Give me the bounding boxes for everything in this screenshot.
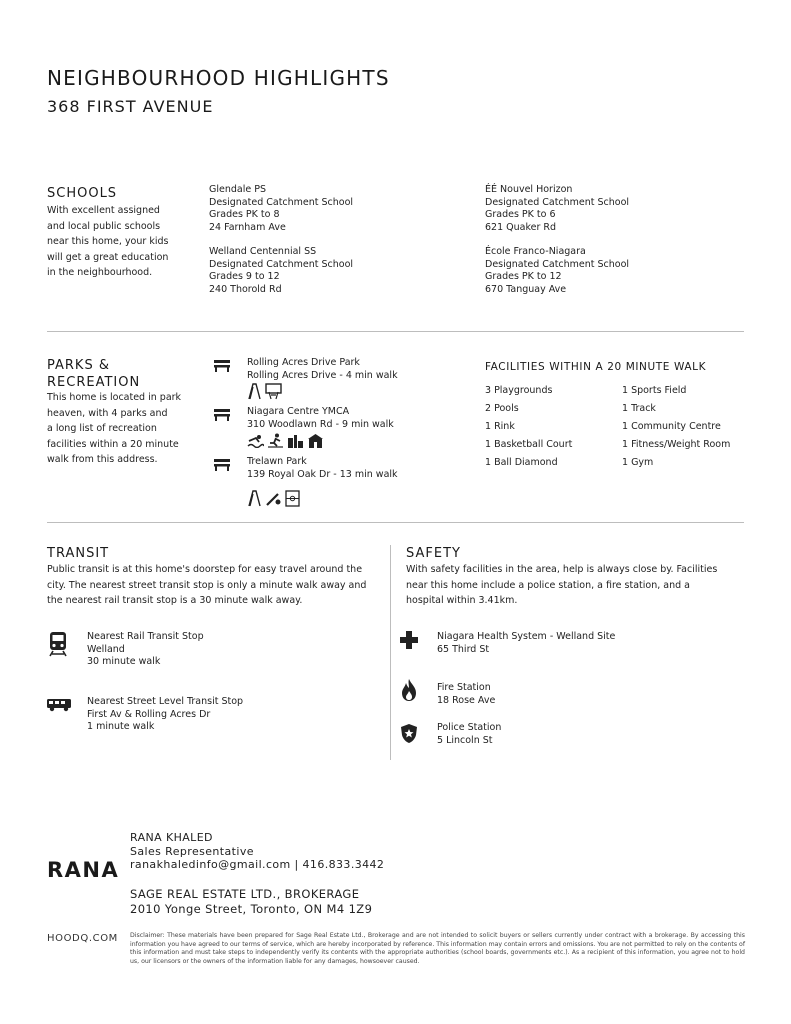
school-grades: Grades PK to 6: [485, 209, 556, 220]
school-name: Welland Centennial SS: [209, 246, 317, 257]
school-address: 621 Quaker Rd: [485, 221, 557, 233]
safety-item: [437, 682, 495, 707]
safety-item-line: 5 Lincoln St: [437, 734, 493, 746]
hospital-cross-icon: [400, 631, 418, 653]
playground-slide-icon: [247, 383, 262, 400]
brokerage-name: SAGE REAL ESTATE LTD., BROKERAGE: [130, 887, 360, 901]
safety-item-line: Police Station: [437, 722, 502, 733]
transit-item-line: 1 minute walk: [87, 721, 155, 732]
swimming-icon: [247, 433, 264, 448]
school-grades: Grades PK to 8: [209, 209, 280, 220]
school-type: Designated Catchment School: [485, 258, 630, 270]
brokerage-info: [130, 887, 372, 917]
facility-item: 1 Basketball Court: [485, 439, 573, 450]
safety-item-line: Fire Station: [437, 682, 491, 693]
fitness-icon: [287, 433, 304, 448]
park-bench-icon: [213, 358, 231, 377]
section-divider: [47, 331, 744, 332]
description-line: walk from this address.: [47, 454, 158, 465]
park-name: Rolling Acres Drive Park: [247, 357, 360, 368]
parks-heading: [47, 357, 140, 391]
facilities-heading: FACILITIES WITHIN A 20 MINUTE WALK: [485, 361, 707, 373]
transit-item-line: Nearest Street Level Transit Stop: [87, 696, 244, 707]
sports-field-icon: [285, 490, 300, 507]
school-address: 24 Farnham Ave: [209, 221, 286, 233]
safety-description: [406, 562, 746, 609]
section-divider: [47, 522, 744, 523]
school-name: École Franco-Niagara: [485, 246, 586, 257]
fire-icon: [401, 678, 417, 706]
description-line: hospital within 3.41km.: [406, 595, 518, 606]
agent-logo: RANA: [47, 858, 120, 882]
park-amenities: [247, 490, 300, 507]
school-grades: Grades 9 to 12: [209, 271, 280, 282]
safety-item-line: 65 Third St: [437, 643, 490, 655]
train-icon: [48, 631, 68, 661]
facility-item: 1 Rink: [485, 421, 515, 432]
transit-item: [87, 631, 204, 669]
park-name: Niagara Centre YMCA: [247, 406, 350, 417]
agent-name: RANA KHALED: [130, 831, 213, 844]
page-title: NEIGHBOURHOOD HIGHLIGHTS: [47, 66, 390, 90]
description-line: city. The nearest street transit stop is only a minute walk away and: [47, 579, 367, 591]
facility-item: 1 Ball Diamond: [485, 457, 558, 468]
park-name: Trelawn Park: [247, 456, 307, 467]
disclaimer-text: Disclaimer: These materials have been prepared for Sage Real Estate Ltd., Brokerage and are not intended to solicit buyers or sellers currently under contract with a brokerage. By accessing this information you have agreed to our terms of service, which are hereby incorporated by reference. This information may contain errors and omissions. You are not permitted to rely on the contents of this information and must take steps to independently verify its contents with the appropriate authorities (school boards, governments etc.). As a recipient of this information, you agree not to hold us, our licensors or the owners of the information liable for any damages, howsoever caused.: [130, 932, 745, 965]
description-line: a long list of recreation: [47, 423, 157, 434]
transit-heading: TRANSIT: [47, 546, 110, 561]
description-line: near this home include a police station, a fire station, and a: [406, 579, 690, 591]
transit-description: [47, 562, 387, 609]
school-type: Designated Catchment School: [209, 196, 354, 208]
school-entry: [485, 184, 629, 234]
park-entry: [247, 456, 398, 481]
description-line: facilities within a 20 minute: [47, 438, 179, 450]
basketball-hoop-icon: [265, 383, 282, 400]
description-line: will get a great education: [47, 251, 169, 263]
facility-item: 3 Playgrounds: [485, 385, 553, 396]
school-name: Glendale PS: [209, 184, 266, 195]
brokerage-address: 2010 Yonge Street, Toronto, ON M4 1Z9: [130, 902, 373, 916]
school-type: Designated Catchment School: [485, 196, 630, 208]
agent-info: [130, 831, 384, 872]
facility-item: 1 Sports Field: [622, 385, 687, 396]
police-badge-icon: [400, 723, 418, 748]
facility-item: 2 Pools: [485, 403, 519, 414]
school-entry: [485, 246, 629, 296]
description-line: in the neighbourhood.: [47, 267, 153, 278]
school-type: Designated Catchment School: [209, 258, 354, 270]
transit-item: [87, 696, 243, 734]
facility-item: 1 Gym: [622, 457, 654, 468]
park-bench-icon: [213, 457, 231, 476]
ball-diamond-icon: [265, 490, 282, 507]
transit-item-line: First Av & Rolling Acres Dr: [87, 708, 211, 720]
school-entry: [209, 184, 353, 234]
description-line: This home is located in park: [47, 392, 182, 403]
agent-role: Sales Representative: [130, 844, 254, 858]
safety-item: [437, 722, 501, 747]
description-line: With excellent assigned: [47, 205, 160, 216]
transit-item-line: Nearest Rail Transit Stop: [87, 631, 204, 642]
parks-description: [47, 390, 207, 468]
community-centre-icon: [307, 433, 324, 448]
playground-slide-icon: [247, 490, 262, 507]
facilities-column: [622, 382, 730, 472]
school-address: 240 Thorold Rd: [209, 283, 282, 295]
skating-icon: [267, 433, 284, 448]
park-amenities: [247, 433, 324, 448]
safety-item: [437, 631, 615, 656]
school-entry: [209, 246, 353, 296]
description-line: heaven, with 4 parks and: [47, 407, 168, 419]
agent-contact[interactable]: ranakhaledinfo@gmail.com | 416.833.3442: [130, 858, 385, 871]
safety-item-line: Niagara Health System - Welland Site: [437, 631, 616, 642]
column-divider: [390, 545, 391, 760]
park-detail: 310 Woodlawn Rd - 9 min walk: [247, 418, 394, 430]
description-line: With safety facilities in the area, help is always close by. Facilities: [406, 564, 718, 575]
schools-description: [47, 203, 197, 281]
park-detail: Rolling Acres Drive - 4 min walk: [247, 369, 398, 381]
park-entry: [247, 406, 394, 431]
school-address: 670 Tanguay Ave: [485, 283, 567, 295]
safety-heading: SAFETY: [406, 546, 461, 561]
description-line: Public transit is at this home's doorstep for easy travel around the: [47, 564, 363, 575]
facility-item: 1 Community Centre: [622, 421, 721, 432]
park-bench-icon: [213, 407, 231, 426]
park-amenities: [247, 383, 282, 400]
bus-icon: [46, 697, 72, 716]
property-address: 368 FIRST AVENUE: [47, 97, 214, 116]
schools-heading: SCHOOLS: [47, 186, 118, 201]
park-detail: 139 Royal Oak Dr - 13 min walk: [247, 468, 398, 480]
facilities-column: [485, 382, 572, 472]
heading-line: PARKS &: [47, 358, 110, 373]
facility-item: 1 Track: [622, 403, 656, 414]
park-entry: [247, 357, 398, 382]
description-line: and local public schools: [47, 220, 161, 232]
footer-link[interactable]: HOODQ.COM: [47, 933, 118, 944]
transit-item-line: Welland: [87, 643, 125, 655]
description-line: near this home, your kids: [47, 236, 169, 247]
safety-item-line: 18 Rose Ave: [437, 694, 496, 706]
description-line: the nearest rail transit stop is a 30 minute walk away.: [47, 595, 303, 606]
heading-line: RECREATION: [47, 375, 141, 390]
school-grades: Grades PK to 12: [485, 271, 562, 282]
school-name: ÉÉ Nouvel Horizon: [485, 184, 573, 195]
facility-item: 1 Fitness/Weight Room: [622, 439, 731, 450]
transit-item-line: 30 minute walk: [87, 656, 161, 667]
